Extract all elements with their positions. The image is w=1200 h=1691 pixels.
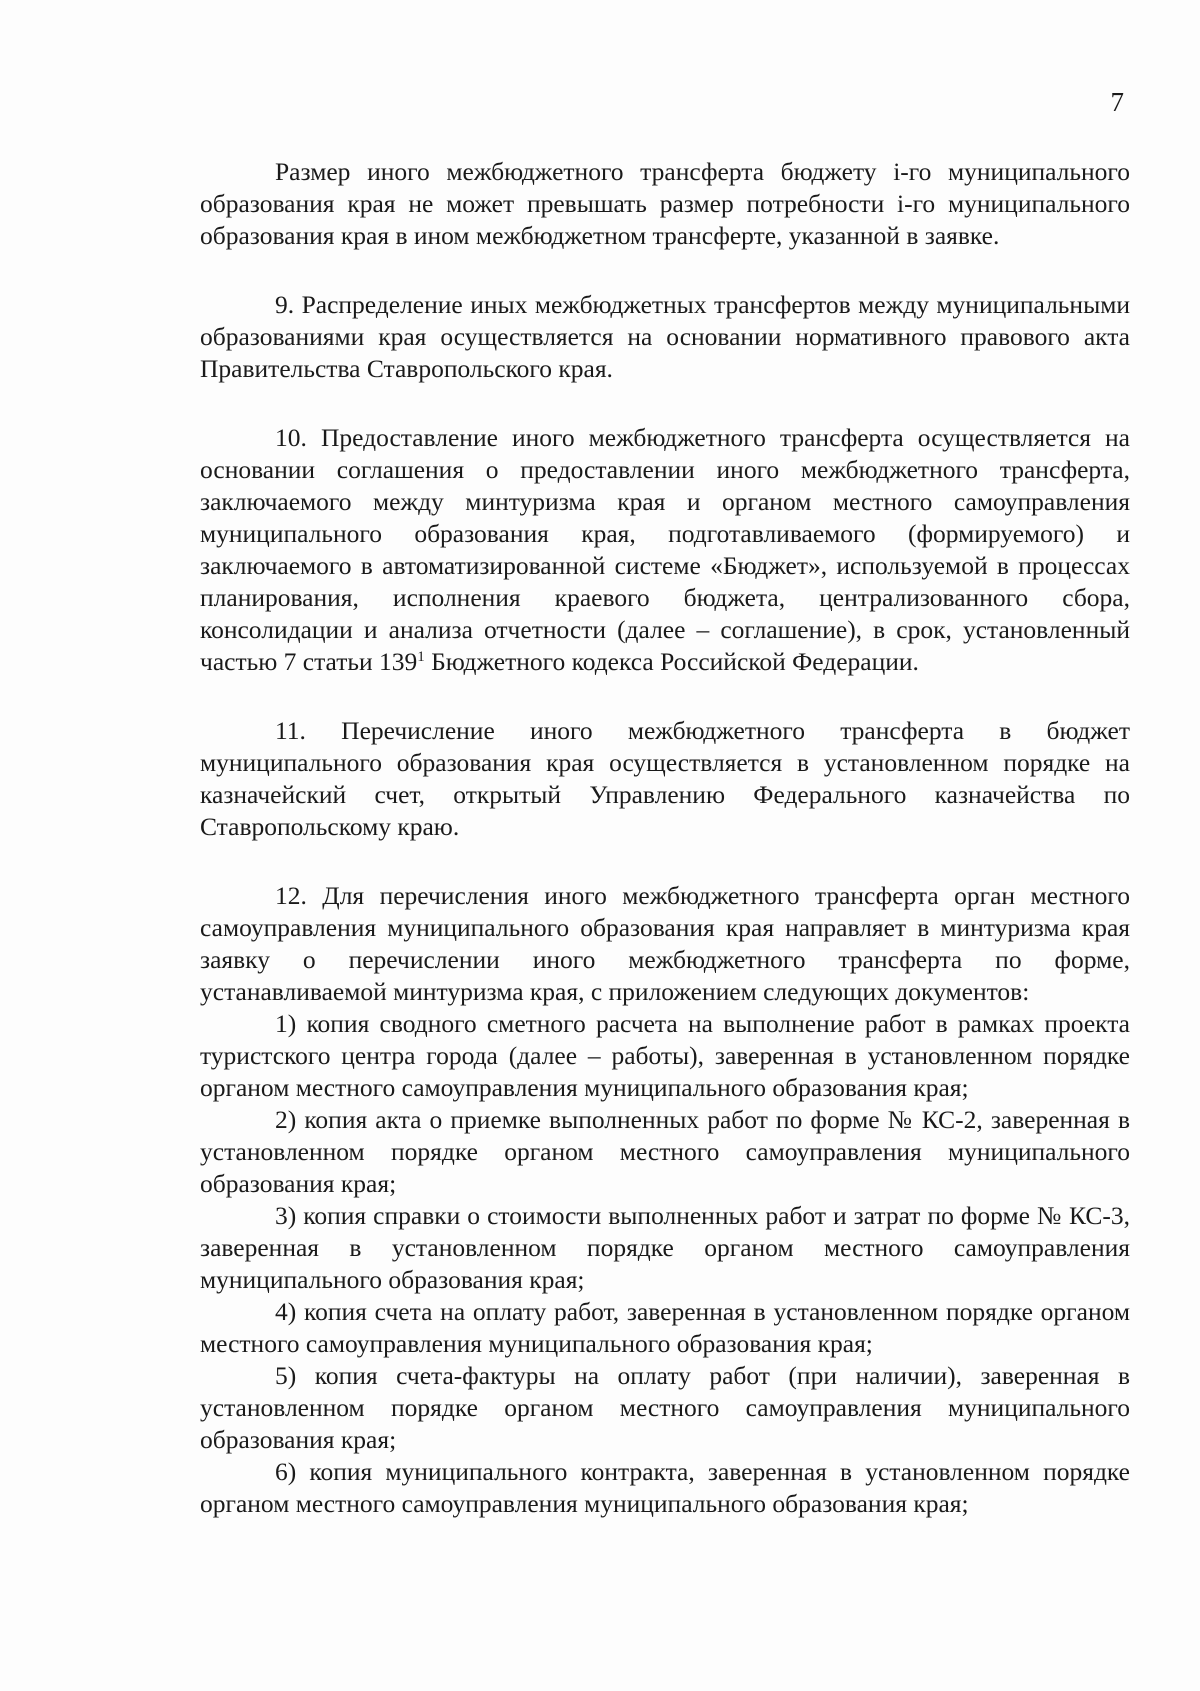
paragraph-10-text: 10. Предоставление иного межбюджетного трансферта осуществляется на основании соглашения о предоставлении иного межбюджетного трансферта, заключаемого между минтуризма края и органом местного самоуправления муниципального образования края, подготавливаемого (формируемого) и заключаемого в автоматизированной системе «Бюджет», используемой в процессах планирования, исполнения краевого бюджета, централизованного сбора, консолидации и анализа отчетности (далее – соглашение), в срок, установленный частью 7 статьи 139	[200, 423, 1130, 676]
page-number: 7	[1110, 87, 1124, 117]
list-item-2: 2) копия акта о приемке выполненных работ по форме № КС-2, заверенная в установленном порядке органом местного самоуправления муниципального образования края;	[200, 1105, 1130, 1198]
paragraph-transfer-size: Размер иного межбюджетного трансферта бюджету i-го муниципального образования края не может превышать размер потребности i-го муниципального образования края в ином межбюджетном трансферте, указанной в заявке.	[200, 157, 1130, 250]
list-item-6: 6) копия муниципального контракта, заверенная в установленном порядке органом местного самоуправления муниципального образования края;	[200, 1457, 1130, 1518]
list-item-5: 5) копия счета-фактуры на оплату работ (при наличии), заверенная в установленном порядке органом местного самоуправления муниципального образования края;	[200, 1361, 1130, 1454]
article-superscript: 1	[417, 649, 425, 665]
paragraph-11-transfer: 11. Перечисление иного межбюджетного трансферта в бюджет муниципального образования края осуществляется в установленном порядке на казначейский счет, открытый Управлению Федерального казначейства по Ставропольскому краю.	[200, 716, 1130, 841]
document-body	[200, 156, 1130, 1520]
paragraph-10-agreement	[200, 422, 1130, 678]
list-item-1: 1) копия сводного сметного расчета на выполнение работ в рамках проекта туристского центра города (далее – работы), заверенная в установленном порядке органом местного самоуправления муниципального образования края;	[200, 1009, 1130, 1102]
list-item-3: 3) копия справки о стоимости выполненных работ и затрат по форме № КС-3, заверенная в установленном порядке органом местного самоуправления муниципального образования края;	[200, 1201, 1130, 1294]
paragraph-12-request: 12. Для перечисления иного межбюджетного трансферта орган местного самоуправления муниципального образования края направляет в минтуризма края заявку о перечислении иного межбюджетного трансферта по форме, устанавливаемой минтуризма края, с приложением следующих документов:	[200, 881, 1130, 1006]
paragraph-10-text-end: Бюджетного кодекса Российской Федерации.	[424, 647, 919, 676]
paragraph-9-distribution: 9. Распределение иных межбюджетных трансфертов между муниципальными образованиями края осуществляется на основании нормативного правового акта Правительства Ставропольского края.	[200, 290, 1130, 383]
list-item-4: 4) копия счета на оплату работ, заверенная в установленном порядке органом местного самоуправления муниципального образования края;	[200, 1297, 1130, 1358]
